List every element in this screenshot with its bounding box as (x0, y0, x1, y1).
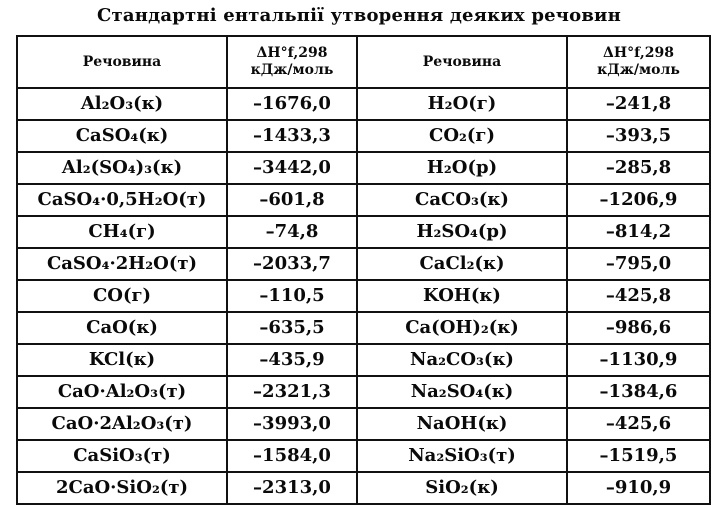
substance-cell: CaSO₄·2H₂O(т) (17, 248, 227, 280)
enthalpy-table (16, 35, 711, 505)
substance-cell: NaOH(к) (357, 408, 567, 440)
enthalpy-value: –241,8 (567, 88, 710, 120)
enthalpy-value: –635,5 (227, 312, 357, 344)
enthalpy-value: –910,9 (567, 472, 710, 504)
table-row (17, 376, 710, 408)
enthalpy-value: –1676,0 (227, 88, 357, 120)
substance-cell: 2CaO·SiO₂(т) (17, 472, 227, 504)
table-row (17, 312, 710, 344)
enthalpy-value: –425,8 (567, 280, 710, 312)
enthalpy-value: –3442,0 (227, 152, 357, 184)
header-substance-left: Речовина (17, 36, 227, 88)
enthalpy-value: –1584,0 (227, 440, 357, 472)
substance-cell: CaCO₃(к) (357, 184, 567, 216)
substance-cell: CaSiO₃(т) (17, 440, 227, 472)
substance-cell: H₂O(г) (357, 88, 567, 120)
substance-cell: CaO·2Al₂O₃(т) (17, 408, 227, 440)
header-enthalpy-left (227, 36, 357, 88)
substance-cell: KOH(к) (357, 280, 567, 312)
table-row (17, 408, 710, 440)
enthalpy-value: –601,8 (227, 184, 357, 216)
substance-cell: CaSO₄(к) (17, 120, 227, 152)
table-row (17, 472, 710, 504)
enthalpy-unit: кДж/моль (250, 62, 334, 78)
table-row (17, 184, 710, 216)
enthalpy-value: –1206,9 (567, 184, 710, 216)
enthalpy-value: –3993,0 (227, 408, 357, 440)
enthalpy-value: –814,2 (567, 216, 710, 248)
enthalpy-symbol: ΔH°f,298 (256, 45, 328, 61)
substance-cell: CH₄(г) (17, 216, 227, 248)
substance-cell: CO₂(г) (357, 120, 567, 152)
substance-cell: Na₂SiO₃(т) (357, 440, 567, 472)
header-row (17, 36, 710, 88)
substance-cell: Al₂O₃(к) (17, 88, 227, 120)
header-substance-right: Речовина (357, 36, 567, 88)
enthalpy-value: –74,8 (227, 216, 357, 248)
enthalpy-value: –2033,7 (227, 248, 357, 280)
enthalpy-value: –795,0 (567, 248, 710, 280)
table-row (17, 248, 710, 280)
substance-cell: CaO·Al₂O₃(т) (17, 376, 227, 408)
enthalpy-value: –2313,0 (227, 472, 357, 504)
substance-cell: H₂O(р) (357, 152, 567, 184)
enthalpy-unit: кДж/моль (597, 62, 680, 78)
substance-cell: CO(г) (17, 280, 227, 312)
substance-cell: Na₂SO₄(к) (357, 376, 567, 408)
enthalpy-value: –393,5 (567, 120, 710, 152)
enthalpy-value: –435,9 (227, 344, 357, 376)
substance-cell: SiO₂(к) (357, 472, 567, 504)
table-row (17, 440, 710, 472)
substance-cell: H₂SO₄(р) (357, 216, 567, 248)
enthalpy-value: –425,6 (567, 408, 710, 440)
enthalpy-value: –110,5 (227, 280, 357, 312)
substance-cell: CaSO₄·0,5H₂O(т) (17, 184, 227, 216)
substance-cell: KCl(к) (17, 344, 227, 376)
substance-cell: CaO(к) (17, 312, 227, 344)
substance-cell: Al₂(SO₄)₃(к) (17, 152, 227, 184)
enthalpy-value: –285,8 (567, 152, 710, 184)
table-row (17, 152, 710, 184)
enthalpy-value: –1433,3 (227, 120, 357, 152)
enthalpy-value: –1130,9 (567, 344, 710, 376)
substance-cell: Ca(OH)₂(к) (357, 312, 567, 344)
table-row (17, 344, 710, 376)
enthalpy-value: –986,6 (567, 312, 710, 344)
table-row (17, 120, 710, 152)
enthalpy-value: –1384,6 (567, 376, 710, 408)
enthalpy-symbol: ΔH°f,298 (603, 45, 674, 61)
enthalpy-value: –2321,3 (227, 376, 357, 408)
header-enthalpy-right (567, 36, 710, 88)
table-row (17, 216, 710, 248)
substance-cell: CaCl₂(к) (357, 248, 567, 280)
table-title: Стандартні ентальпії утворення деяких речовин (97, 5, 621, 26)
substance-cell: Na₂CO₃(к) (357, 344, 567, 376)
table-row (17, 280, 710, 312)
enthalpy-value: –1519,5 (567, 440, 710, 472)
table-row (17, 88, 710, 120)
